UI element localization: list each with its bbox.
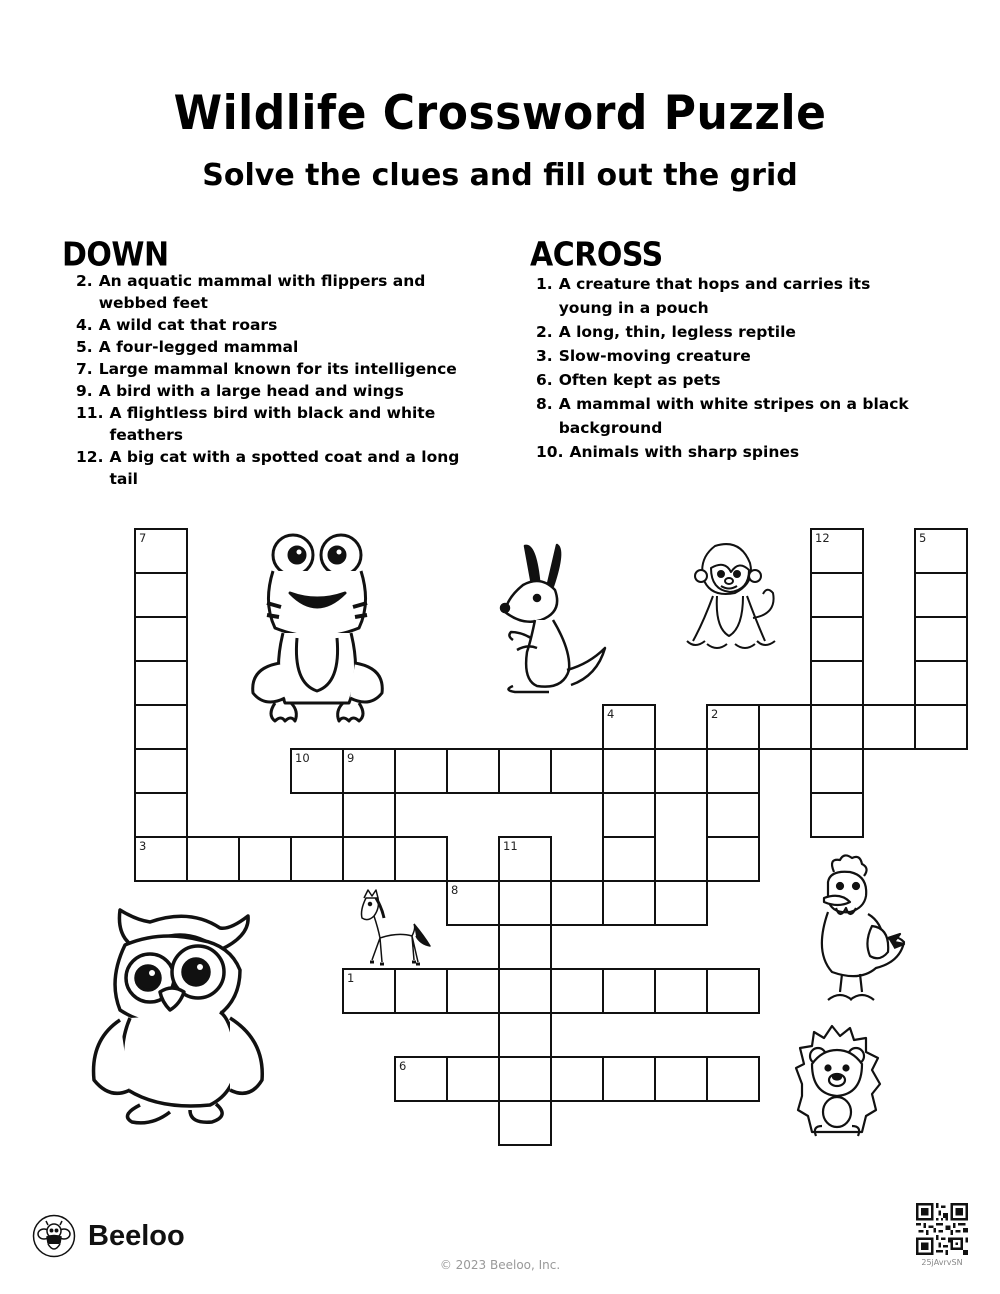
- page-subtitle: Solve the clues and fill out the grid: [202, 158, 798, 193]
- down-clue-list: [62, 270, 462, 490]
- crossword-cell[interactable]: [498, 1012, 552, 1058]
- crossword-cell[interactable]: [654, 1056, 708, 1102]
- crossword-cell[interactable]: [914, 704, 968, 750]
- crossword-cell[interactable]: [706, 1056, 760, 1102]
- across-clue: 1. A creature that hops and carries its young in a pouch: [536, 275, 871, 317]
- crossword-cell[interactable]: [706, 836, 760, 882]
- crossword-cell[interactable]: [134, 616, 188, 662]
- crossword-cell[interactable]: [758, 704, 812, 750]
- crossword-cell[interactable]: [498, 748, 552, 794]
- crossword-cell[interactable]: [290, 836, 344, 882]
- crossword-cell[interactable]: [810, 704, 864, 750]
- qr-code-icon[interactable]: [916, 1203, 968, 1255]
- crossword-cell[interactable]: [706, 704, 760, 750]
- clue-number: 6: [399, 1059, 407, 1073]
- clue-number: 4: [607, 707, 615, 721]
- crossword-cell[interactable]: [394, 836, 448, 882]
- down-heading: DOWN: [62, 235, 169, 275]
- clue-number: 2: [711, 707, 719, 721]
- brand-logo[interactable]: [32, 1214, 185, 1258]
- down-clue: 5. A four-legged mammal: [76, 338, 299, 356]
- crossword-cell[interactable]: [810, 616, 864, 662]
- clue-number: 1: [347, 971, 355, 985]
- crossword-cell[interactable]: [498, 1100, 552, 1146]
- clue-number: 11: [503, 839, 518, 853]
- crossword-cell[interactable]: [654, 748, 708, 794]
- crossword-cell[interactable]: [602, 748, 656, 794]
- horse-illustration: [358, 888, 433, 968]
- crossword-cell[interactable]: [914, 572, 968, 618]
- crossword-cell[interactable]: [394, 748, 448, 794]
- crossword-cell[interactable]: [914, 616, 968, 662]
- crossword-cell[interactable]: [342, 792, 396, 838]
- crossword-cell[interactable]: [134, 792, 188, 838]
- crossword-cell[interactable]: [134, 528, 188, 574]
- clue-number: 3: [139, 839, 147, 853]
- crossword-cell[interactable]: [914, 528, 968, 574]
- crossword-cell[interactable]: [602, 836, 656, 882]
- crossword-cell[interactable]: [134, 748, 188, 794]
- across-clue: 8. A mammal with white stripes on a black background: [536, 395, 909, 437]
- across-clue: 3. Slow-moving creature: [536, 347, 751, 365]
- crossword-cell[interactable]: [342, 836, 396, 882]
- across-clue: 6. Often kept as pets: [536, 371, 721, 389]
- crossword-cell[interactable]: [394, 968, 448, 1014]
- brand-name: Beeloo: [88, 1219, 185, 1252]
- crossword-cell[interactable]: [446, 1056, 500, 1102]
- across-heading: ACROSS: [530, 235, 663, 275]
- bee-icon: [32, 1214, 76, 1258]
- crossword-cell[interactable]: [446, 748, 500, 794]
- crossword-cell[interactable]: [810, 660, 864, 706]
- crossword-cell[interactable]: [602, 880, 656, 926]
- crossword-cell[interactable]: [914, 660, 968, 706]
- crossword-cell[interactable]: [342, 968, 396, 1014]
- qr-code-label: 25jAvrvSN: [921, 1258, 963, 1267]
- frog-illustration: [245, 533, 390, 733]
- rooster-illustration: [810, 852, 910, 1007]
- crossword-cell[interactable]: [706, 792, 760, 838]
- crossword-cell[interactable]: [134, 660, 188, 706]
- crossword-cell[interactable]: [290, 748, 344, 794]
- crossword-cell[interactable]: [810, 748, 864, 794]
- monkey-illustration: [685, 538, 780, 658]
- down-clues: [62, 235, 462, 490]
- down-clue: 7. Large mammal known for its intelligence: [76, 360, 457, 378]
- crossword-cell[interactable]: [498, 924, 552, 970]
- crossword-cell[interactable]: [498, 1056, 552, 1102]
- crossword-cell[interactable]: [134, 704, 188, 750]
- across-clue: 10. Animals with sharp spines: [536, 443, 800, 461]
- crossword-cell[interactable]: [134, 836, 188, 882]
- hedgehog-illustration: [792, 1024, 882, 1144]
- crossword-cell[interactable]: [446, 880, 500, 926]
- crossword-cell[interactable]: [134, 572, 188, 618]
- crossword-cell[interactable]: [810, 792, 864, 838]
- clue-number: 10: [295, 751, 310, 765]
- down-clue: 9. A bird with a large head and wings: [76, 382, 404, 400]
- across-clues: [530, 235, 910, 464]
- crossword-cell[interactable]: [446, 968, 500, 1014]
- clue-number: 8: [451, 883, 459, 897]
- crossword-cell[interactable]: [498, 968, 552, 1014]
- kangaroo-illustration: [493, 540, 608, 695]
- crossword-cell[interactable]: [654, 968, 708, 1014]
- down-clue: 12. A big cat with a spotted coat and a long tail: [76, 448, 460, 488]
- crossword-cell[interactable]: [550, 880, 604, 926]
- crossword-cell[interactable]: [862, 704, 916, 750]
- page-title: Wildlife Crossword Puzzle: [173, 85, 827, 142]
- crossword-cell[interactable]: [550, 748, 604, 794]
- clue-number: 7: [139, 531, 147, 545]
- crossword-cell[interactable]: [550, 1056, 604, 1102]
- crossword-cell[interactable]: [186, 836, 240, 882]
- clue-number: 5: [919, 531, 927, 545]
- clue-number: 9: [347, 751, 355, 765]
- crossword-cell[interactable]: [602, 1056, 656, 1102]
- crossword-cell[interactable]: [602, 968, 656, 1014]
- crossword-cell[interactable]: [706, 748, 760, 794]
- crossword-cell[interactable]: [810, 528, 864, 574]
- down-clue: 4. A wild cat that roars: [76, 316, 278, 334]
- owl-illustration: [80, 900, 285, 1135]
- crossword-cell[interactable]: [498, 836, 552, 882]
- crossword-cell[interactable]: [550, 968, 604, 1014]
- copyright-text: © 2023 Beeloo, Inc.: [439, 1258, 561, 1272]
- clue-number: 12: [815, 531, 830, 545]
- down-clue: 2. An aquatic mammal with flippers and webbed feet: [76, 272, 426, 312]
- crossword-cell[interactable]: [706, 968, 760, 1014]
- crossword-cell[interactable]: [342, 748, 396, 794]
- crossword-cell[interactable]: [810, 572, 864, 618]
- crossword-cell[interactable]: [654, 880, 708, 926]
- crossword-cell[interactable]: [238, 836, 292, 882]
- across-clue: 2. A long, thin, legless reptile: [536, 323, 796, 341]
- crossword-cell[interactable]: [602, 792, 656, 838]
- crossword-cell[interactable]: [498, 880, 552, 926]
- crossword-cell[interactable]: [394, 1056, 448, 1102]
- crossword-cell[interactable]: [602, 704, 656, 750]
- down-clue: 11. A flightless bird with black and white feathers: [76, 404, 436, 444]
- across-clue-list: [530, 272, 910, 464]
